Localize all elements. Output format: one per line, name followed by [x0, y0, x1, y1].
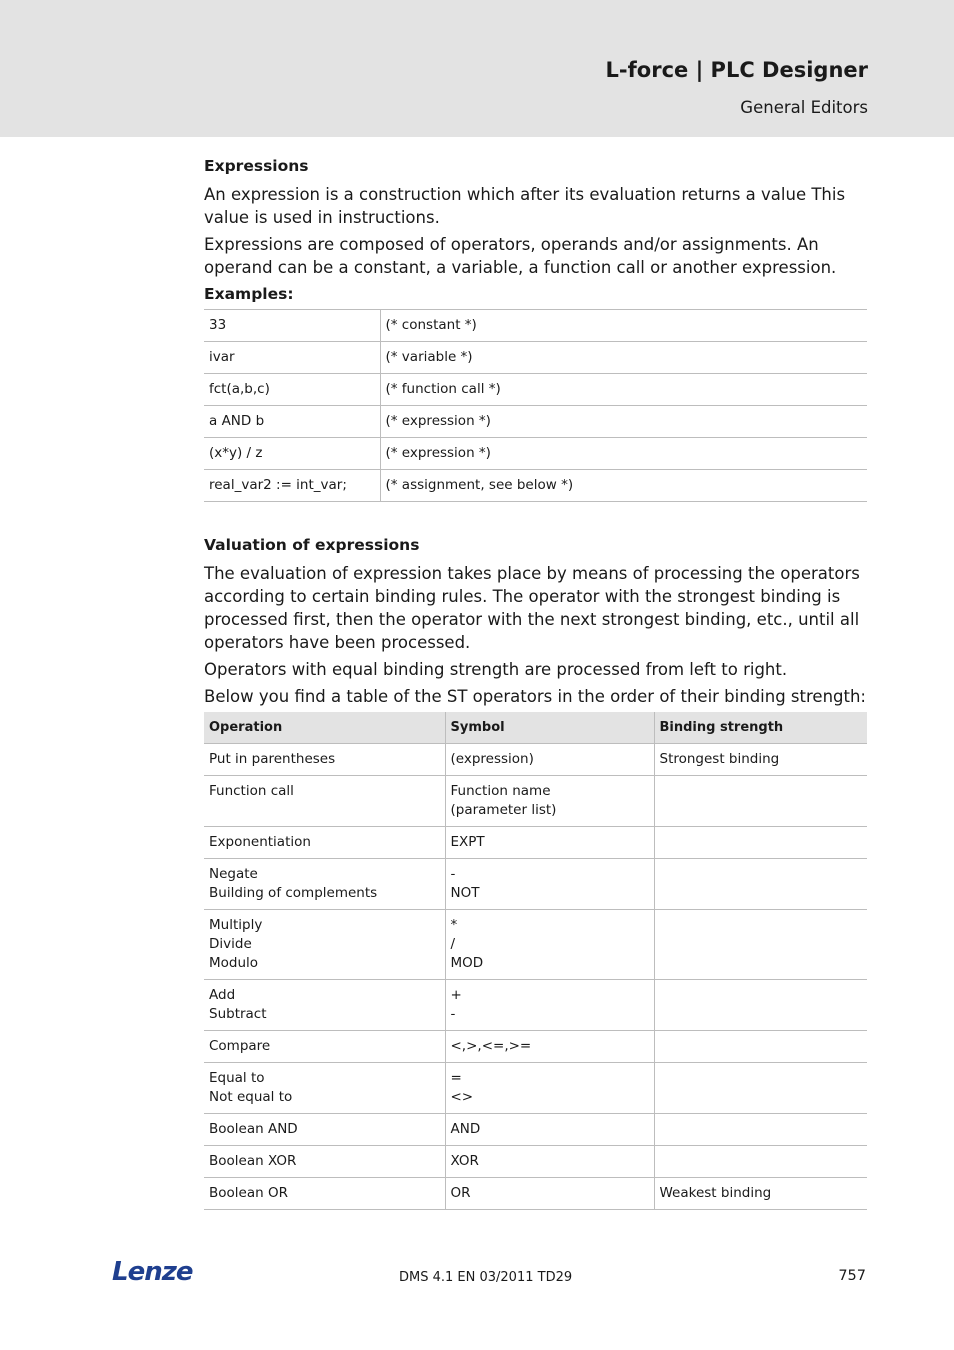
symbol-text: EXPT — [450, 834, 485, 850]
table-row — [204, 438, 867, 470]
operation-text: Compare — [209, 1038, 271, 1054]
document-id: DMS 4.1 EN 03/2011 TD29 — [399, 1270, 573, 1285]
symbol-text: Function name — [450, 783, 551, 799]
symbol-cell — [445, 980, 654, 1031]
table-row — [204, 859, 867, 910]
operation-cell — [204, 1178, 445, 1210]
symbol-text: - — [450, 866, 456, 882]
table-row — [204, 744, 867, 776]
example-comment: (* function call *) — [380, 374, 867, 406]
operation-text: Multiply — [209, 917, 263, 933]
table-row — [204, 1178, 867, 1210]
examples-table — [204, 309, 867, 502]
table-row — [204, 406, 867, 438]
symbol-cell — [445, 910, 654, 980]
operation-text: Negate — [209, 866, 258, 882]
binding-strength-cell: Strongest binding — [654, 744, 867, 776]
symbol-text: = — [450, 1070, 462, 1086]
symbol-text: (expression) — [450, 751, 534, 767]
table-row — [204, 827, 867, 859]
operation-text: Divide — [209, 936, 252, 952]
example-expression: fct(a,b,c) — [204, 374, 380, 406]
symbol-text: XOR — [450, 1153, 479, 1169]
section-heading-expressions: Expressions — [204, 157, 309, 175]
operation-cell — [204, 1114, 445, 1146]
symbol-text: (parameter list) — [450, 802, 557, 818]
symbol-cell — [445, 1063, 654, 1114]
column-header: Binding strength — [654, 712, 867, 744]
page-header — [0, 0, 954, 137]
operation-text: Exponentiation — [209, 834, 311, 850]
operation-cell — [204, 827, 445, 859]
example-comment: (* expression *) — [380, 406, 867, 438]
symbol-text: * — [450, 917, 458, 933]
operation-cell — [204, 1031, 445, 1063]
operation-text: Boolean XOR — [209, 1153, 297, 1169]
table-row — [204, 980, 867, 1031]
operation-text: Subtract — [209, 1006, 267, 1022]
table-row — [204, 776, 867, 827]
symbol-text: AND — [450, 1121, 481, 1137]
main-content — [204, 155, 866, 1210]
operation-cell — [204, 859, 445, 910]
example-expression: 33 — [204, 310, 380, 342]
example-expression: ivar — [204, 342, 380, 374]
operation-cell — [204, 776, 445, 827]
operation-cell — [204, 910, 445, 980]
operators-table — [204, 712, 867, 1210]
lenze-logo: Lenze — [112, 1257, 193, 1287]
symbol-text: NOT — [450, 885, 480, 901]
table-row — [204, 342, 867, 374]
symbol-cell — [445, 1031, 654, 1063]
binding-strength-cell — [654, 859, 867, 910]
operation-cell — [204, 1063, 445, 1114]
examples-label: Examples: — [204, 285, 294, 303]
symbol-cell — [445, 1114, 654, 1146]
section-heading-valuation: Valuation of expressions — [204, 536, 420, 554]
symbol-cell — [445, 827, 654, 859]
operation-text: Put in parentheses — [209, 751, 336, 767]
table-row — [204, 1031, 867, 1063]
column-header: Symbol — [445, 712, 654, 744]
binding-strength-cell — [654, 1063, 867, 1114]
example-expression: real_var2 := int_var; — [204, 470, 380, 502]
operation-cell — [204, 980, 445, 1031]
example-expression: (x*y) / z — [204, 438, 380, 470]
example-comment: (* constant *) — [380, 310, 867, 342]
symbol-cell — [445, 859, 654, 910]
operation-cell — [204, 744, 445, 776]
table-row — [204, 910, 867, 980]
symbol-text: MOD — [450, 955, 484, 971]
example-expression: a AND b — [204, 406, 380, 438]
symbol-text: / — [450, 936, 456, 952]
symbol-text: <,>,<=,>= — [450, 1038, 532, 1054]
paragraph: Operators with equal binding strength are processed from left to right. — [204, 660, 788, 679]
binding-strength-cell — [654, 980, 867, 1031]
operation-text: Not equal to — [209, 1089, 293, 1105]
operation-text: Modulo — [209, 955, 259, 971]
paragraph: Below you find a table of the ST operators in the order of their binding strength: — [204, 687, 866, 706]
binding-strength-cell — [654, 1146, 867, 1178]
manual-title: L-force | PLC Designer — [605, 58, 868, 82]
operation-text: Building of complements — [209, 885, 378, 901]
table-row — [204, 1063, 867, 1114]
example-comment: (* expression *) — [380, 438, 867, 470]
binding-strength-cell — [654, 1114, 867, 1146]
operation-cell — [204, 1146, 445, 1178]
symbol-text: + — [450, 987, 462, 1003]
table-row — [204, 1146, 867, 1178]
binding-strength-cell — [654, 827, 867, 859]
operation-text: Equal to — [209, 1070, 265, 1086]
table-header-row — [204, 712, 867, 744]
table-row — [204, 310, 867, 342]
binding-strength-cell: Weakest binding — [654, 1178, 867, 1210]
symbol-cell — [445, 744, 654, 776]
paragraph: An expression is a construction which after its evaluation returns a value This value is used in instructions. — [204, 185, 846, 227]
paragraph: Expressions are composed of operators, operands and/or assignments. An operand can be a constant, a variable, a function call or another expression. — [204, 235, 837, 277]
binding-strength-cell — [654, 1031, 867, 1063]
symbol-text: - — [450, 1006, 456, 1022]
symbol-text: OR — [450, 1185, 471, 1201]
example-comment: (* variable *) — [380, 342, 867, 374]
operation-text: Add — [209, 987, 236, 1003]
operation-text: Boolean AND — [209, 1121, 298, 1137]
table-row — [204, 1114, 867, 1146]
binding-strength-cell — [654, 910, 867, 980]
example-comment: (* assignment, see below *) — [380, 470, 867, 502]
binding-strength-cell — [654, 776, 867, 827]
symbol-cell — [445, 776, 654, 827]
symbol-cell — [445, 1178, 654, 1210]
paragraph: The evaluation of expression takes place by means of processing the operators according to certain binding rules. The operator with the strongest binding is processed first, then the operator with the next strongest binding, etc., until all operators have been processed. — [204, 564, 860, 652]
table-row — [204, 374, 867, 406]
operation-text: Boolean OR — [209, 1185, 288, 1201]
symbol-cell — [445, 1146, 654, 1178]
chapter-title: General Editors — [740, 98, 868, 117]
table-row — [204, 470, 867, 502]
page-number: 757 — [838, 1268, 866, 1284]
symbol-text: <> — [450, 1089, 474, 1105]
operation-text: Function call — [209, 783, 294, 799]
column-header: Operation — [204, 712, 445, 744]
